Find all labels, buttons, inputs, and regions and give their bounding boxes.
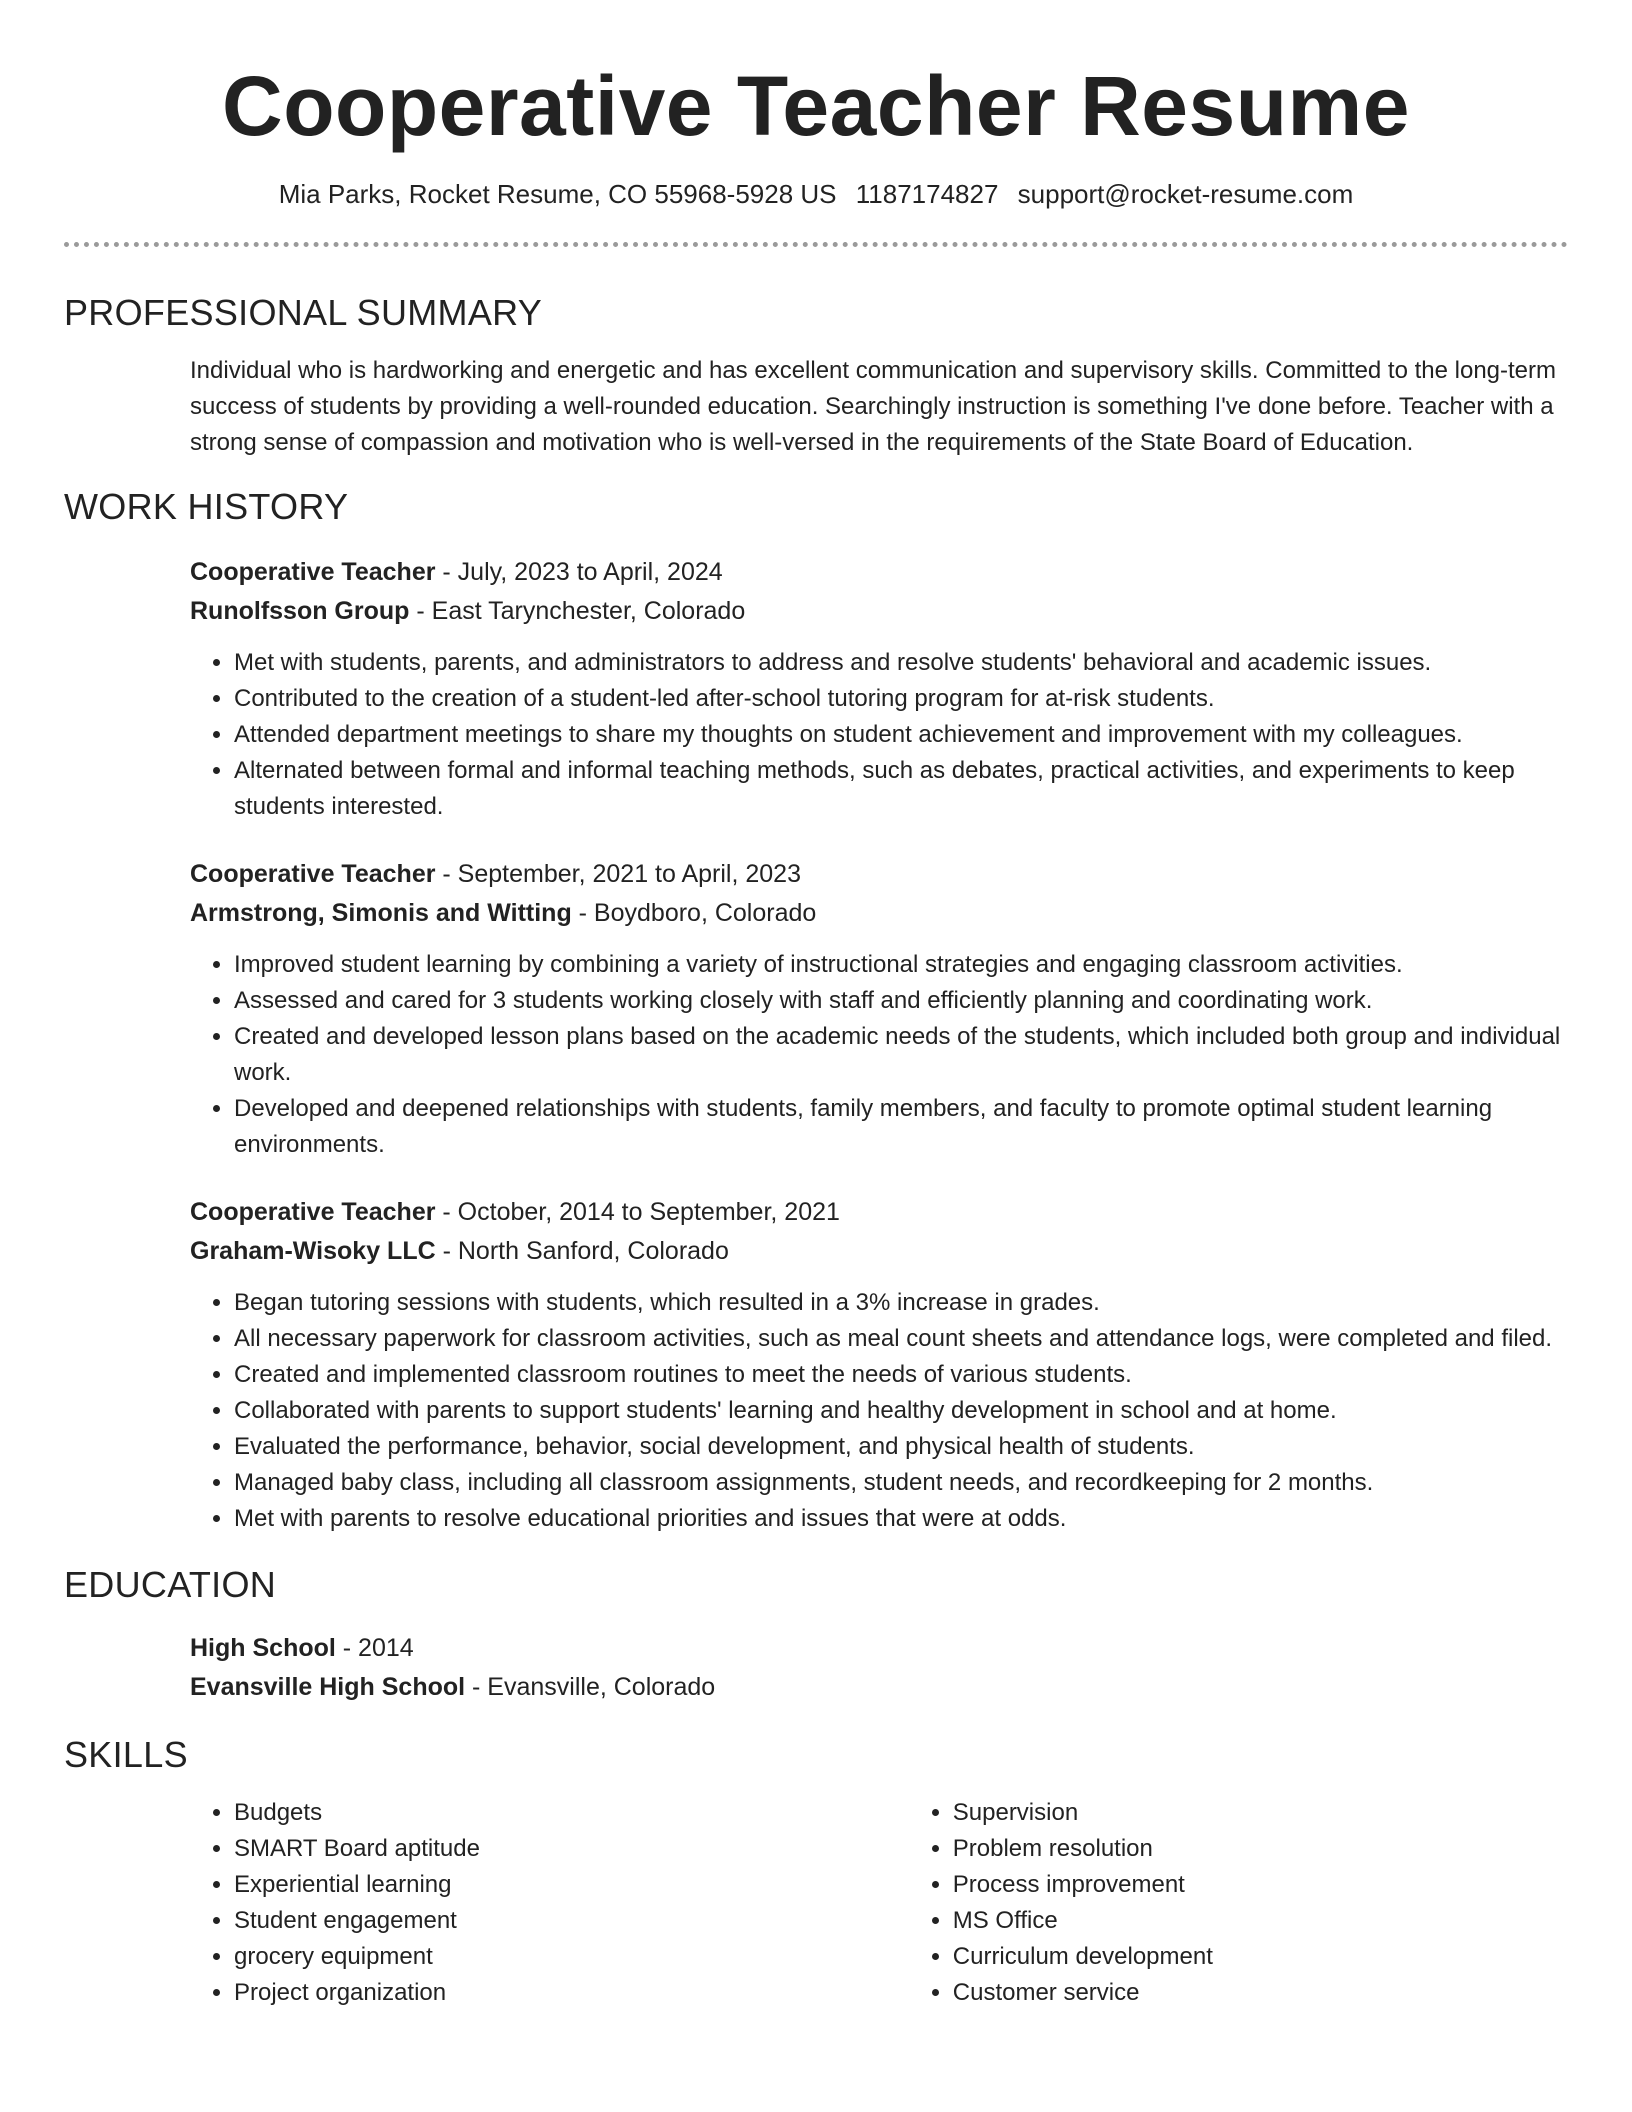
skill-item: • Experiential learning bbox=[234, 1867, 909, 1903]
job-company: Armstrong, Simonis and Witting bbox=[190, 899, 572, 927]
contact-phone: 1187174827 bbox=[855, 179, 999, 209]
education-degree-line bbox=[190, 1629, 1568, 1668]
job-bullet: • Created and implemented classroom routines to meet the needs of various students. bbox=[234, 1357, 1568, 1393]
job-company-line bbox=[190, 1232, 1568, 1271]
job-entry bbox=[190, 553, 1568, 825]
job-bullet: • All necessary paperwork for classroom activities, such as meal count sheets and attendance logs, were completed and filed. bbox=[234, 1321, 1568, 1357]
job-location: - East Tarynchester, Colorado bbox=[409, 597, 746, 625]
job-company: Graham-Wisoky LLC bbox=[190, 1237, 436, 1265]
job-bullet: • Managed baby class, including all classroom assignments, student needs, and recordkeeping for 2 months. bbox=[234, 1465, 1568, 1501]
job-company: Runolfsson Group bbox=[190, 597, 410, 625]
job-title-line bbox=[190, 1193, 1568, 1232]
skill-item: • Budgets bbox=[234, 1795, 909, 1831]
job-title-line bbox=[190, 855, 1568, 894]
job-title: Cooperative Teacher bbox=[190, 1198, 436, 1226]
job-bullet: • Began tutoring sessions with students, which resulted in a 3% increase in grades. bbox=[234, 1285, 1568, 1321]
summary-text: Individual who is hardworking and energetic and has excellent communication and supervisory skills. Committed to the long-term success of students by providing a well-rounded education. Searchingly instruction is something I've done before. Teacher with a strong sense of compassion and motivation who is well-versed in the requirements of the State Board of Education. bbox=[190, 357, 1557, 456]
job-company-line bbox=[190, 894, 1568, 933]
job-title: Cooperative Teacher bbox=[190, 860, 436, 888]
job-company-line bbox=[190, 592, 1568, 631]
job-dates: - July, 2023 to April, 2024 bbox=[435, 558, 723, 586]
resume-page bbox=[64, 0, 1568, 2011]
job-bullet: • Attended department meetings to share my thoughts on student achievement and improvement with my colleagues. bbox=[234, 717, 1568, 753]
job-bullet: • Improved student learning by combining a variety of instructional strategies and engaging classroom activities. bbox=[234, 947, 1568, 983]
contact-line bbox=[64, 176, 1568, 212]
job-bullet: • Collaborated with parents to support students' learning and healthy development in school and at home. bbox=[234, 1393, 1568, 1429]
skill-item: • Student engagement bbox=[234, 1903, 909, 1939]
job-bullet: • Created and developed lesson plans based on the academic needs of the students, which included both group and individual work. bbox=[234, 1019, 1568, 1091]
skill-item: • Customer service bbox=[953, 1975, 1568, 2011]
job-title-line bbox=[190, 553, 1568, 592]
education-location: - Evansville, Colorado bbox=[465, 1673, 716, 1701]
education-heading: EDUCATION bbox=[64, 1564, 277, 1605]
header-divider bbox=[64, 242, 1568, 247]
skill-item: • Problem resolution bbox=[953, 1831, 1568, 1867]
job-dates: - September, 2021 to April, 2023 bbox=[435, 860, 801, 888]
summary-heading: PROFESSIONAL SUMMARY bbox=[64, 292, 543, 333]
contact-address: Mia Parks, Rocket Resume, CO 55968-5928 US bbox=[278, 179, 837, 209]
work-history-heading: WORK HISTORY bbox=[64, 486, 349, 527]
education-degree: High School bbox=[190, 1634, 336, 1662]
resume-title: Cooperative Teacher Resume bbox=[222, 59, 1410, 153]
job-entry bbox=[190, 855, 1568, 1163]
skills-column-right bbox=[909, 1795, 1568, 2011]
job-title: Cooperative Teacher bbox=[190, 558, 436, 586]
job-bullets bbox=[190, 645, 1568, 825]
education-school-line bbox=[190, 1668, 1568, 1707]
job-bullets bbox=[190, 947, 1568, 1163]
skill-item: • Project organization bbox=[234, 1975, 909, 2011]
skill-item: • Process improvement bbox=[953, 1867, 1568, 1903]
contact-email: support@rocket-resume.com bbox=[1017, 179, 1354, 209]
job-bullet: • Met with students, parents, and administrators to address and resolve students' behavioral and academic issues. bbox=[234, 645, 1568, 681]
job-bullet: • Assessed and cared for 3 students working closely with staff and efficiently planning and coordinating work. bbox=[234, 983, 1568, 1019]
skill-item: • grocery equipment bbox=[234, 1939, 909, 1975]
job-bullets bbox=[190, 1285, 1568, 1537]
skill-item: • MS Office bbox=[953, 1903, 1568, 1939]
job-bullet: • Alternated between formal and informal teaching methods, such as debates, practical activities, and experiments to keep students interested. bbox=[234, 753, 1568, 825]
job-dates: - October, 2014 to September, 2021 bbox=[435, 1198, 840, 1226]
job-bullet: • Evaluated the performance, behavior, social development, and physical health of students. bbox=[234, 1429, 1568, 1465]
skills-heading: SKILLS bbox=[64, 1734, 188, 1775]
education-school: Evansville High School bbox=[190, 1673, 466, 1701]
job-location: - Boydboro, Colorado bbox=[571, 899, 817, 927]
skill-item: • Supervision bbox=[953, 1795, 1568, 1831]
job-bullet: • Met with parents to resolve educational priorities and issues that were at odds. bbox=[234, 1501, 1568, 1537]
job-entry bbox=[190, 1193, 1568, 1537]
skills-column-left bbox=[190, 1795, 909, 2011]
education-entry bbox=[190, 1629, 1568, 1707]
skills-grid bbox=[190, 1795, 1568, 2011]
job-bullet: • Contributed to the creation of a student-led after-school tutoring program for at-risk students. bbox=[234, 681, 1568, 717]
job-bullet: • Developed and deepened relationships with students, family members, and faculty to promote optimal student learning environments. bbox=[234, 1091, 1568, 1163]
skill-item: • SMART Board aptitude bbox=[234, 1831, 909, 1867]
job-location: - North Sanford, Colorado bbox=[435, 1237, 729, 1265]
skill-item: • Curriculum development bbox=[953, 1939, 1568, 1975]
education-year: - 2014 bbox=[335, 1634, 414, 1662]
